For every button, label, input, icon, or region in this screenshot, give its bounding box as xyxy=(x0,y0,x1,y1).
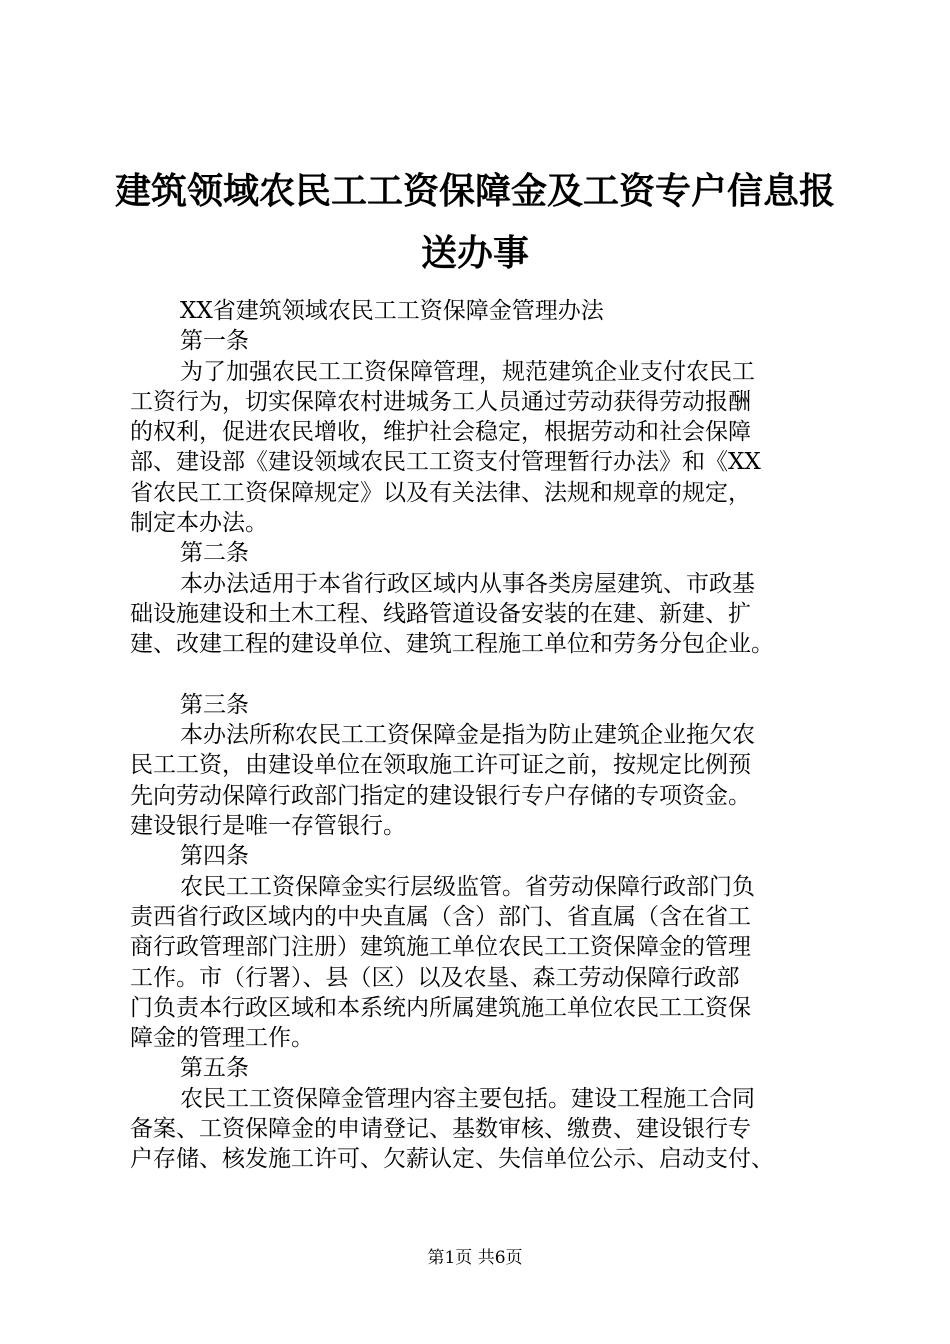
page-footer: 第1页 共6页 xyxy=(427,1248,523,1268)
title-line-1: 建筑领域农民工工资保障金及工资专户信息报 xyxy=(114,170,835,212)
text-line: 责西省行政区域内的中央直属（含）部门、省直属（含在省工 xyxy=(130,903,751,930)
document-title xyxy=(100,160,850,284)
text-line: 省农民工工资保障规定》以及有关法律、法规和规章的规定， xyxy=(130,479,751,506)
text-line: 部、建设部《建设领域农民工工资支付管理暂行办法》和《XX xyxy=(130,449,761,476)
text-line: 户存储、核发施工许可、欠薪认定、失信单位公示、启动支付、 xyxy=(130,1146,774,1173)
text-line: 工作。市（行署）、县（区）以及农垦、森工劳动保障行政部 xyxy=(130,964,740,991)
title-line-2: 送办事 xyxy=(420,232,529,274)
text-line: 第三条 xyxy=(180,691,249,718)
text-line: 本办法所称农民工工资保障金是指为防止建筑企业拖欠农 xyxy=(180,722,755,749)
text-line: 本办法适用于本省行政区域内从事各类房屋建筑、市政基 xyxy=(180,570,755,597)
text-line: 的权利，促进农民增收，维护社会稳定，根据劳动和社会保障 xyxy=(130,419,751,446)
text-line: XX省建筑领域农民工工资保障金管理办法 xyxy=(180,298,604,324)
text-line: 民工工资，由建设单位在领取施工许可证之前，按规定比例预 xyxy=(130,752,751,779)
text-line: 农民工工资保障金实行层级监管。省劳动保障行政部门负 xyxy=(180,873,755,900)
text-line: 障金的管理工作。 xyxy=(130,1025,314,1052)
text-line: 制定本办法。 xyxy=(130,510,268,537)
text-line: 础设施建设和土木工程、线路管道设备安装的在建、新建、扩 xyxy=(130,600,751,627)
text-line: 商行政管理部门注册）建筑施工单位农民工工资保障金的管理 xyxy=(130,934,751,961)
text-line: 工资行为，切实保障农村进城务工人员通过劳动获得劳动报酬 xyxy=(130,388,751,415)
text-line: 建、改建工程的建设单位、建筑工程施工单位和劳务分包企业。 xyxy=(130,631,774,658)
text-line: 第二条 xyxy=(180,540,249,567)
text-line: 先向劳动保障行政部门指定的建设银行专户存储的专项资金。 xyxy=(130,782,751,809)
document-body xyxy=(130,296,830,1175)
text-line: 第五条 xyxy=(180,1055,249,1082)
text-line: 建设银行是唯一存管银行。 xyxy=(130,813,406,840)
text-line: 备案、工资保障金的申请登记、基数审核、缴费、建设银行专 xyxy=(130,1116,751,1143)
text-line: 第一条 xyxy=(180,328,249,355)
text-line: 门负责本行政区域和本系统内所属建筑施工单位农民工工资保 xyxy=(130,994,751,1021)
blank-line xyxy=(130,660,830,690)
text-line: 第四条 xyxy=(180,843,249,870)
text-line: 农民工工资保障金管理内容主要包括。建设工程施工合同 xyxy=(180,1085,755,1112)
text-line: 为了加强农民工工资保障管理，规范建筑企业支付农民工 xyxy=(180,358,755,385)
